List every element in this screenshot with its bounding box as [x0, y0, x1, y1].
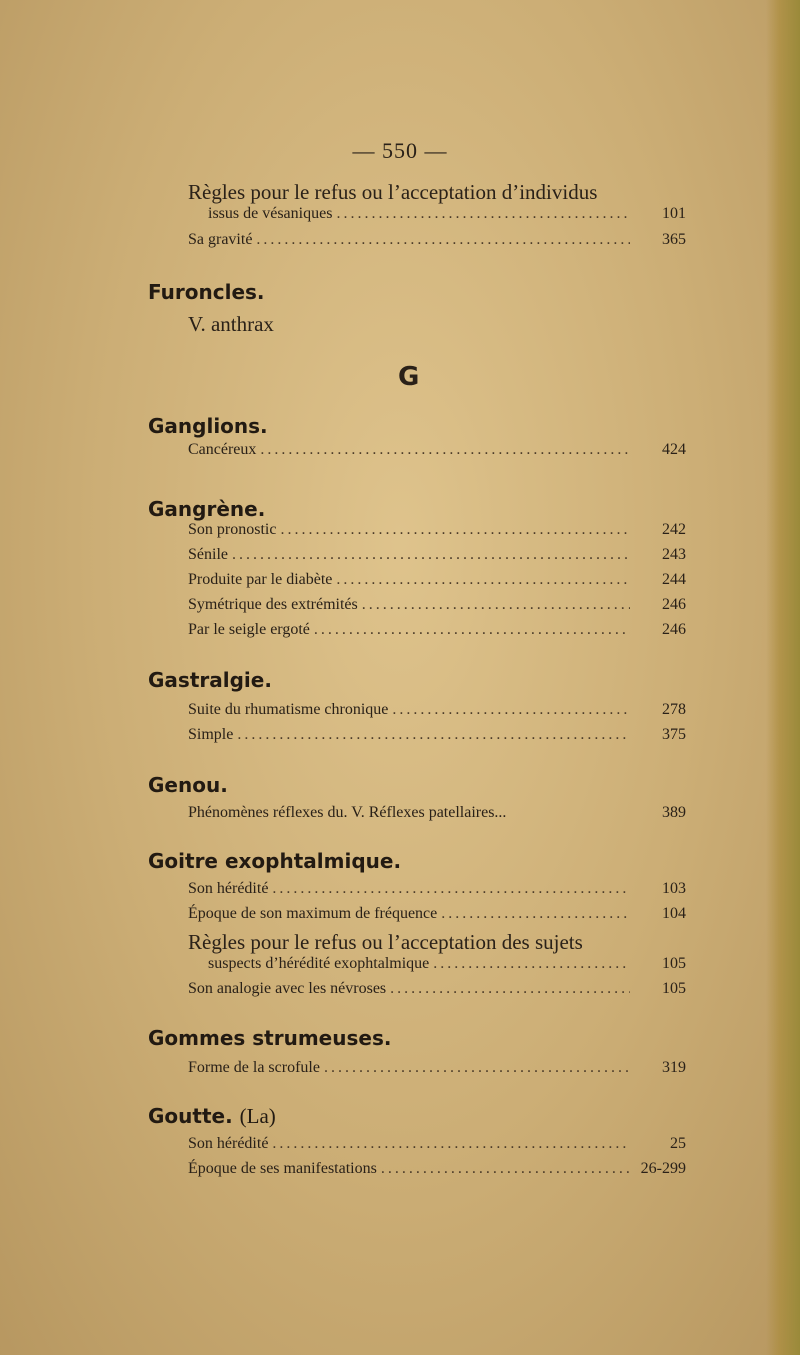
entry-label: Forme de la scrofule — [188, 1059, 320, 1076]
dot-leader — [272, 880, 630, 898]
page-reference: 104 — [662, 905, 686, 922]
entry-label: Produite par le diabète — [188, 571, 333, 588]
entry-label: Sa gravité — [188, 231, 253, 248]
page-reference: 26-299 — [640, 1160, 686, 1177]
page-reference: 375 — [662, 726, 686, 743]
dot-leader — [237, 726, 630, 744]
entry-epoque-manifestations — [188, 1160, 686, 1178]
entry-son-pronostic — [188, 521, 686, 539]
dot-leader — [324, 1059, 630, 1077]
entry-label: issus de vésaniques — [208, 205, 333, 222]
heading-goitre: Goitre exophtalmique. — [148, 849, 402, 873]
dot-leader — [314, 621, 630, 639]
page-reference: 365 — [662, 231, 686, 248]
page-reference: 244 — [662, 571, 686, 588]
entry-label: Son hérédité — [188, 1135, 269, 1152]
dot-leader — [381, 1160, 630, 1178]
dot-leader — [232, 546, 630, 564]
page-reference: 319 — [662, 1059, 686, 1076]
entry-v-anthrax: V. anthrax — [188, 312, 274, 336]
entry-label: Son pronostic — [188, 521, 277, 538]
dot-leader — [441, 905, 630, 923]
dot-leader — [260, 441, 630, 459]
entry-analogie — [188, 980, 686, 998]
dot-leader — [362, 596, 630, 614]
entry-goutte-heredite — [188, 1135, 686, 1153]
page-number: — 550 — — [352, 138, 448, 163]
entry-regles-refus-line1: Règles pour le refus ou l’acceptation d’individus — [188, 180, 598, 204]
dot-leader — [392, 701, 630, 719]
entry-regles-refus — [208, 205, 686, 223]
dot-leader — [272, 1135, 630, 1153]
heading-genou: Genou. — [148, 773, 228, 797]
entry-label: Son hérédité — [188, 880, 269, 897]
dot-leader — [433, 955, 630, 973]
entry-label: Son analogie avec les névroses — [188, 980, 387, 997]
page-reference: 25 — [670, 1135, 686, 1152]
page-reference: 101 — [662, 205, 686, 222]
dot-leader — [256, 231, 630, 249]
entry-simple — [188, 726, 686, 744]
dot-leader — [336, 571, 630, 589]
heading-gangrene: Gangrène. — [148, 497, 266, 521]
entry-regles-sujets-line1: Règles pour le refus ou l’acceptation des sujets — [188, 930, 583, 954]
entry-regles-sujets — [208, 955, 686, 973]
heading-furoncles: Furoncles. — [148, 280, 265, 304]
section-letter: G — [398, 362, 420, 392]
entry-goitre-heredite — [188, 880, 686, 898]
page-reference: 243 — [662, 546, 686, 563]
entry-label: Par le seigle ergoté — [188, 621, 310, 638]
page-reference: 278 — [662, 701, 686, 718]
dot-leader — [280, 521, 630, 539]
dot-leader — [336, 205, 630, 223]
entry-cancereux — [188, 441, 686, 459]
dot-leader — [390, 980, 630, 998]
entry-forme-scrofule — [188, 1059, 686, 1077]
entry-label: Époque de son maximum de fréquence — [188, 905, 438, 922]
entry-epoque-frequence — [188, 905, 686, 923]
heading-ganglions: Ganglions. — [148, 414, 268, 438]
entry-suite-rhumatisme — [188, 701, 686, 719]
entry-label: suspects d’hérédité exophtalmique — [208, 955, 430, 972]
page-reference: 246 — [662, 621, 686, 638]
entry-label: Simple — [188, 726, 234, 743]
heading-goutte-title: Goutte. — [148, 1104, 233, 1128]
entry-produite-diabete — [188, 571, 686, 589]
entry-par-seigle — [188, 621, 686, 639]
page-reference: 105 — [662, 955, 686, 972]
page-reference: 105 — [662, 980, 686, 997]
entry-label: Suite du rhumatisme chronique — [188, 701, 389, 718]
entry-label: Phénomènes réflexes du. V. Réflexes patellaires... — [188, 804, 507, 821]
heading-goutte-suffix: (La) — [239, 1104, 276, 1128]
heading-gastralgie: Gastralgie. — [148, 668, 272, 692]
entry-phenomenes — [188, 804, 686, 822]
heading-goutte — [148, 1102, 276, 1130]
entry-label: Symétrique des extrémités — [188, 596, 358, 613]
entry-symetrique — [188, 596, 686, 614]
page-reference: 246 — [662, 596, 686, 613]
entry-senile — [188, 546, 686, 564]
page-reference: 389 — [662, 804, 686, 821]
page-reference: 103 — [662, 880, 686, 897]
page-reference: 242 — [662, 521, 686, 538]
entry-label: Cancéreux — [188, 441, 257, 458]
heading-gommes: Gommes strumeuses. — [148, 1026, 392, 1050]
entry-label: Sénile — [188, 546, 228, 563]
entry-sa-gravite — [188, 231, 686, 249]
page-reference: 424 — [662, 441, 686, 458]
entry-label: Époque de ses manifestations — [188, 1160, 377, 1177]
